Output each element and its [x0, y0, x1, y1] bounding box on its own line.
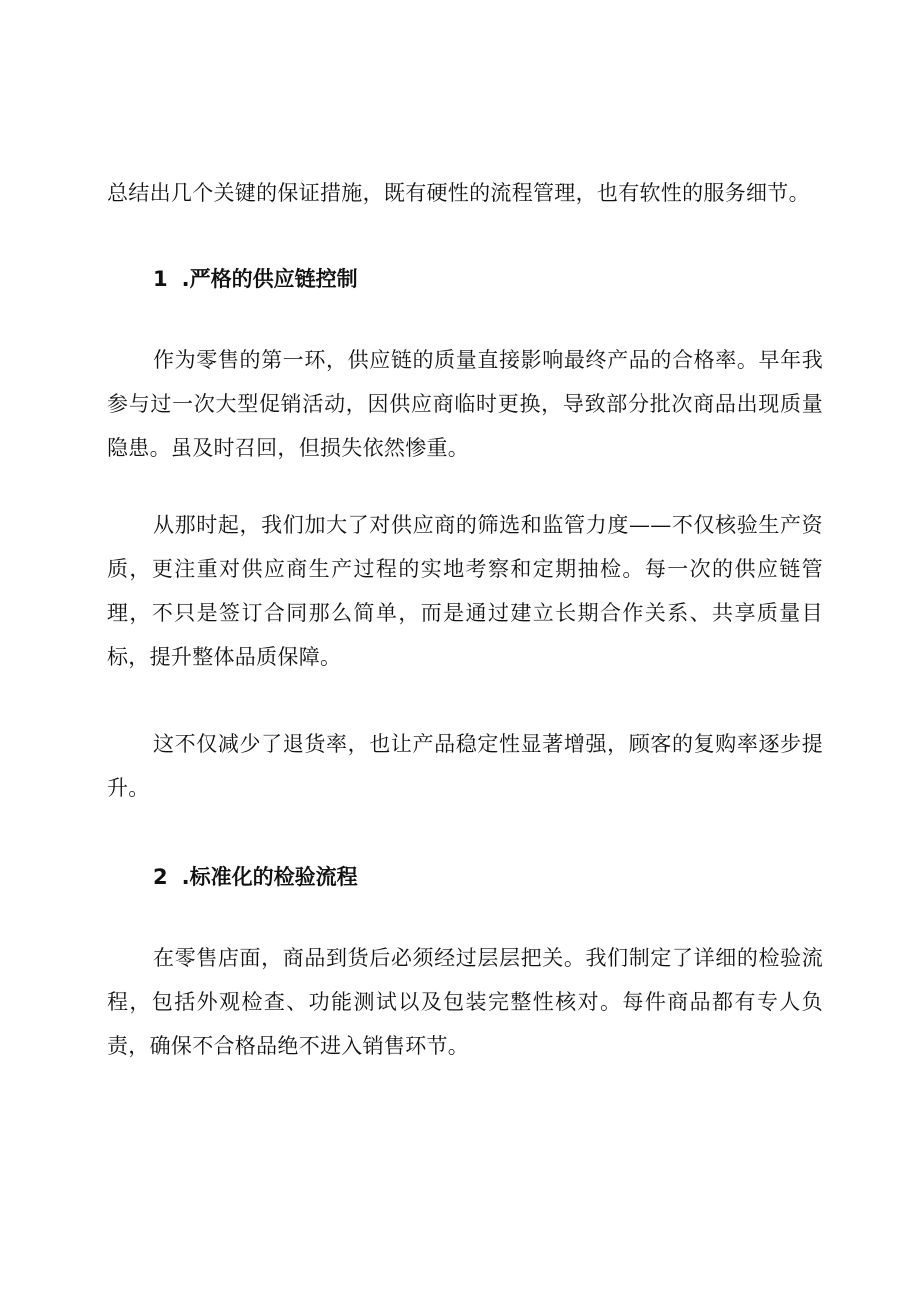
section-1-paragraph-3: 这不仅减少了退货率，也让产品稳定性显著增强，顾客的复购率逐步提升。	[107, 732, 823, 800]
section-1-number: 1	[153, 267, 168, 291]
section-1-heading	[153, 264, 358, 294]
section-2-number: 2	[153, 865, 168, 889]
section-1-paragraph-1: 作为零售的第一环，供应链的质量直接影响最终产品的合格率。早年我参与过一次大型促销活动，因供应商临时更换，导致部分批次商品出现质量隐患。虽及时召回，但损失依然惨重。	[107, 348, 823, 460]
section-2-paragraph-1: 在零售店面，商品到货后必须经过层层把关。我们制定了详细的检验流程，包括外观检查、功能测试以及包装完整性核对。每件商品都有专人负责，确保不合格品绝不进入销售环节。	[107, 946, 823, 1058]
section-2-title: .标准化的检验流程	[181, 865, 358, 889]
section-1-paragraph-2: 从那时起，我们加大了对供应商的筛选和监管力度——不仅核验生产资质，更注重对供应商生产过程的实地考察和定期抽检。每一次的供应链管理，不只是签订合同那么简单，而是通过建立长期合作关系、共享质量目标，提升整体品质保障。	[107, 513, 823, 669]
section-2-heading	[153, 862, 358, 892]
intro-paragraph: 总结出几个关键的保证措施，既有硬性的流程管理，也有软性的服务细节。	[107, 181, 810, 205]
section-1-title: .严格的供应链控制	[181, 267, 358, 291]
